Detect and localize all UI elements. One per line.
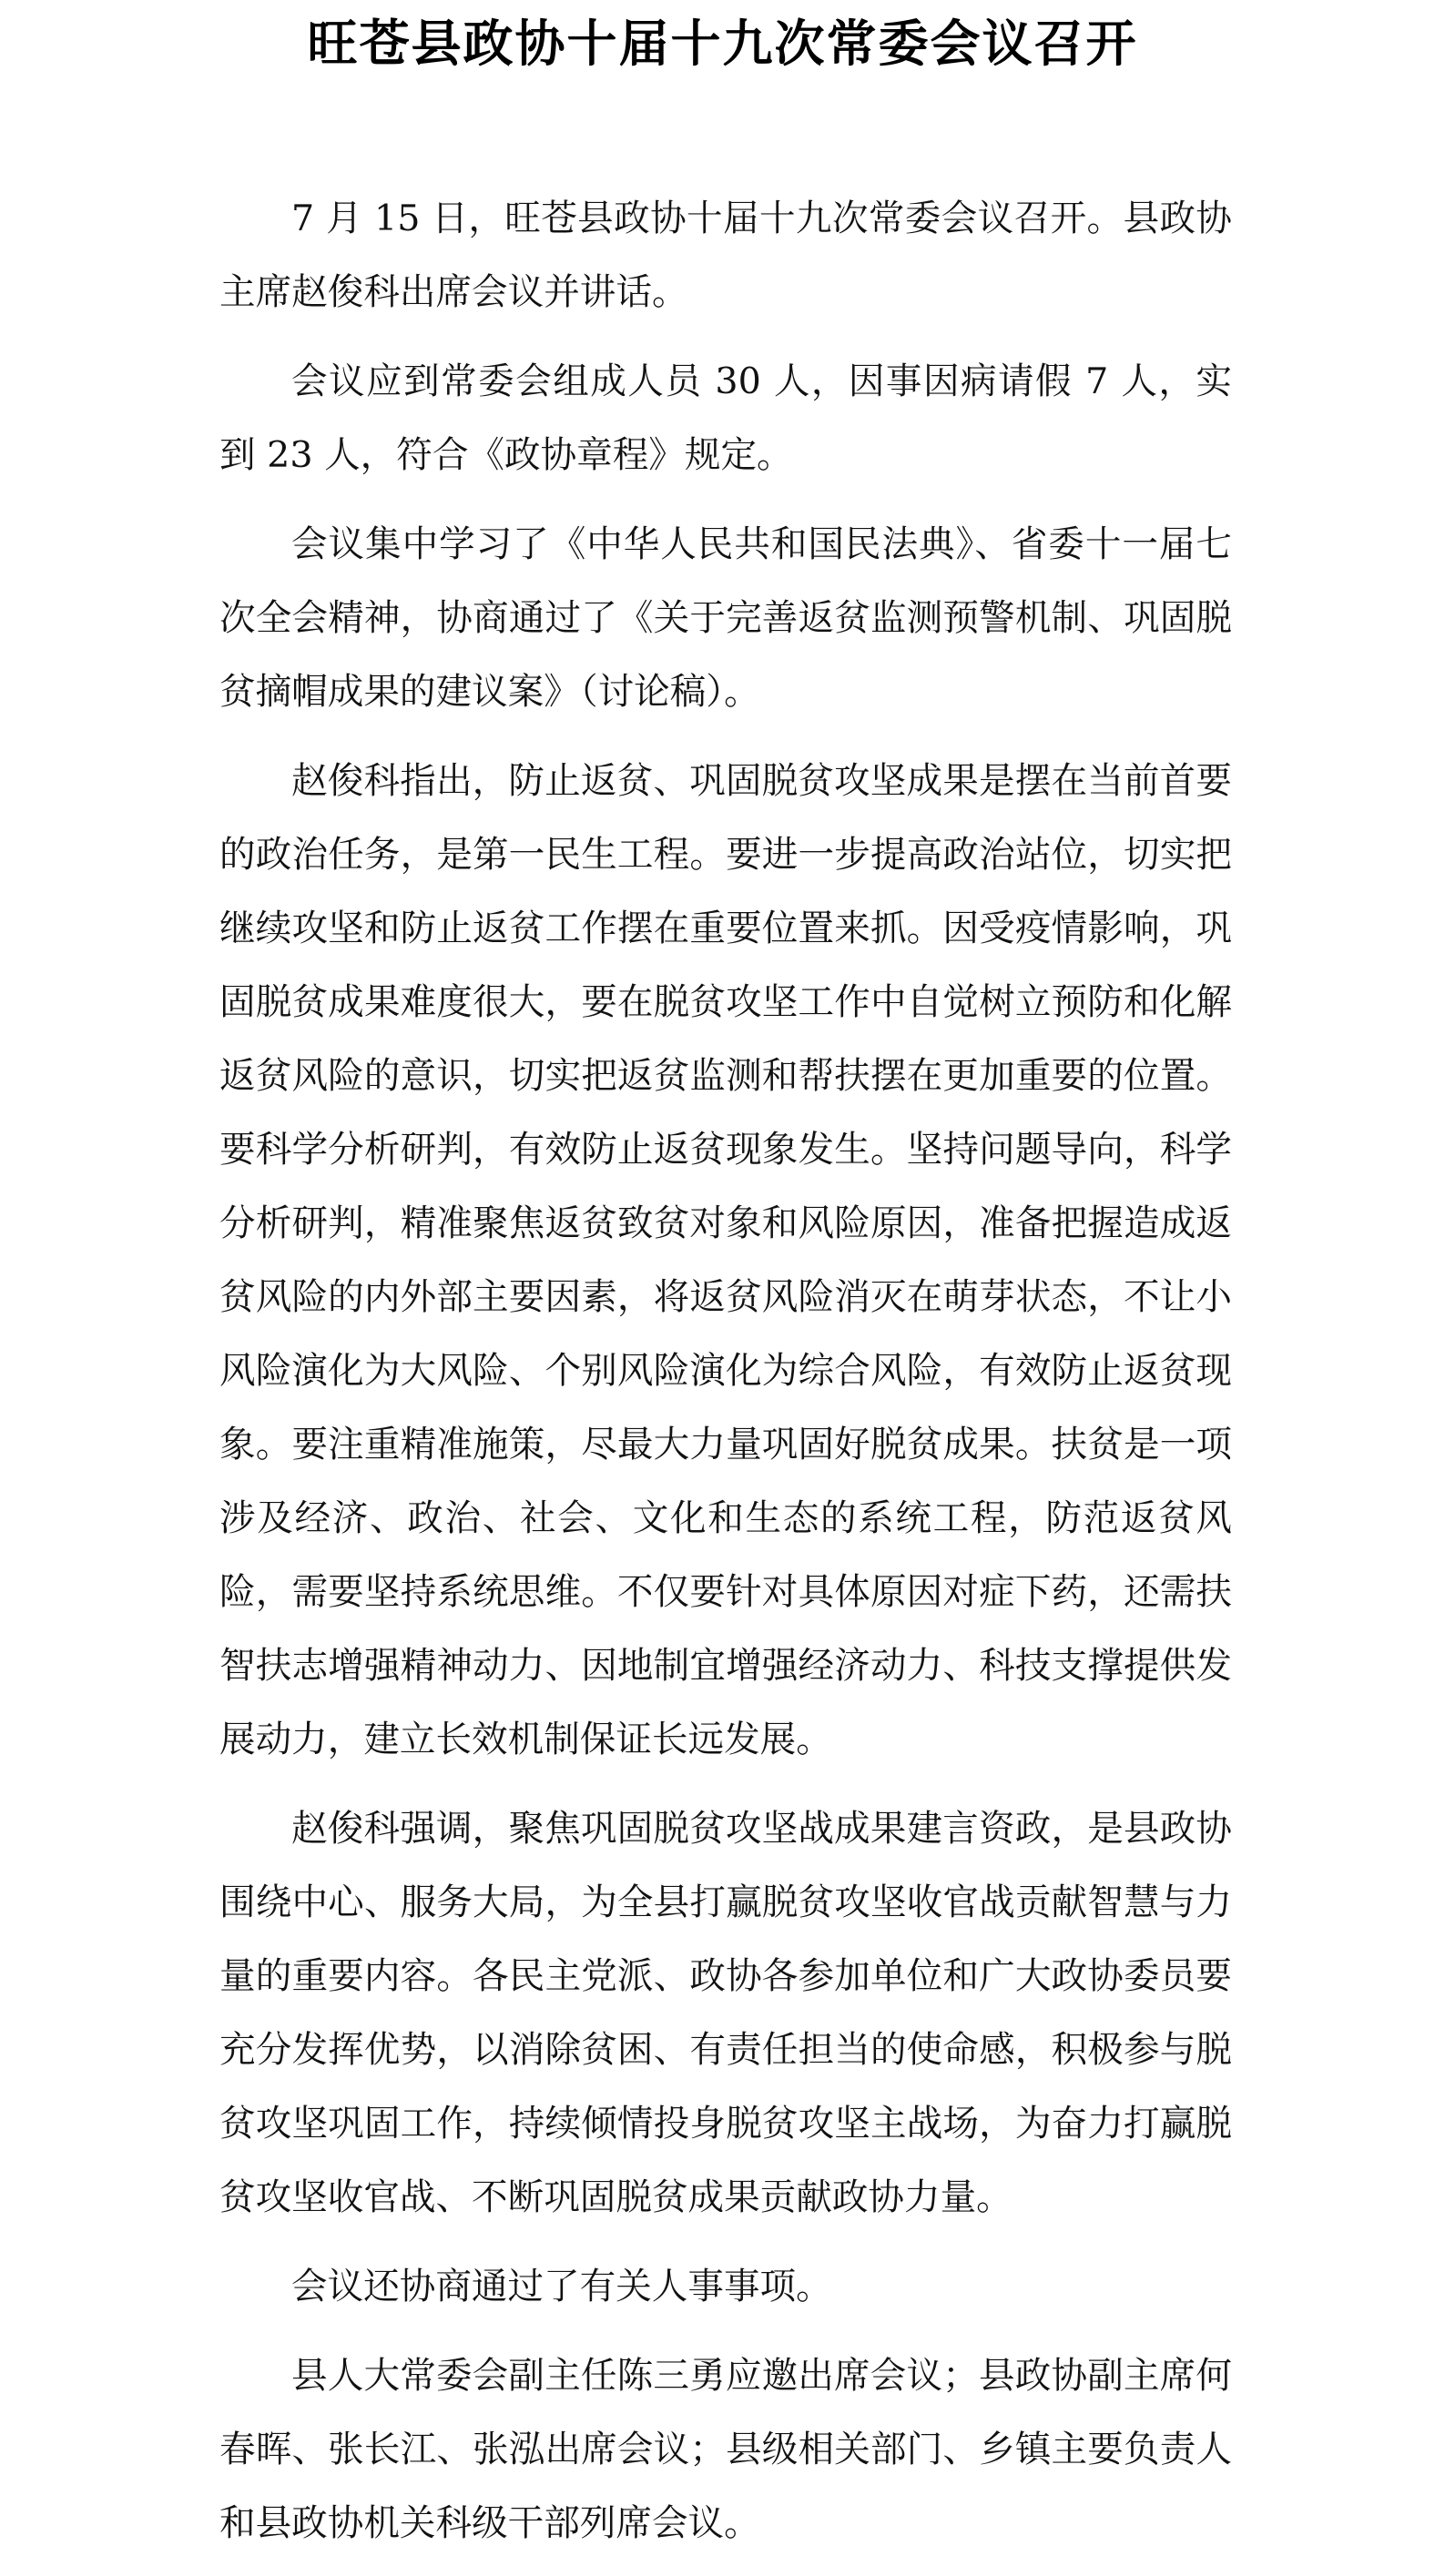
paragraph-attendance: 会议应到常委会组成人员 30 人，因事因病请假 7 人，实到 23 人，符合《政协章程》规定。	[219, 360, 1232, 476]
document-title: 旺苍县政协十届十九次常委会议召开	[307, 14, 1138, 73]
paragraph-meeting-opening: 7 月 15 日，旺苍县政协十届十九次常委会议召开。县政协主席赵俊科出席会议并讲话。	[219, 198, 1232, 313]
paragraph-attendees: 县人大常委会副主任陈三勇应邀出席会议；县政协副主席何春晖、张长江、张泓出席会议；县级相关部门、乡镇主要负责人和县政协机关科级干部列席会议。	[219, 2355, 1232, 2544]
document-body	[219, 182, 1232, 2576]
paragraph-chairman-remarks: 赵俊科指出，防止返贫、巩固脱贫攻坚成果是摆在当前首要的政治任务，是第一民生工程。要进一步提高政治站位，切实把继续攻坚和防止返贫工作摆在重要位置来抓。因受疫情影响，巩固脱贫成果难度很大，要在脱贫攻坚工作中自觉树立预防和化解返贫风险的意识，切实把返贫监测和帮扶摆在更加重要的位置。要科学分析研判，有效防止返贫现象发生。坚持问题导向，科学分析研判，精准聚焦返贫致贫对象和风险原因，准备把握造成返贫风险的内外部主要因素，将返贫风险消灭在萌芽状态，不让小风险演化为大风险、个别风险演化为综合风险，有效防止返贫现象。要注重精准施策，尽最大力量巩固好脱贫成果。扶贫是一项涉及经济、政治、社会、文化和生态的系统工程，防范返贫风险，需要坚持系统思维。不仅要针对具体原因对症下药，还需扶智扶志增强精神动力、因地制宜增强经济动力、科技支撑提供发展动力，建立长效机制保证长远发展。	[219, 760, 1232, 1760]
paragraph-study-content: 会议集中学习了《中华人民共和国民法典》、省委十一届七次全会精神，协商通过了《关于完善返贫监测预警机制、巩固脱贫摘帽成果的建议案》（讨论稿）。	[219, 523, 1232, 713]
paragraph-chairman-emphasis: 赵俊科强调，聚焦巩固脱贫攻坚战成果建言资政，是县政协围绕中心、服务大局，为全县打赢脱贫攻坚收官战贡献智慧与力量的重要内容。各民主党派、政协各参加单位和广大政协委员要充分发挥优势，以消除贫困、有责任担当的使命感，积极参与脱贫攻坚巩固工作，持续倾情投身脱贫攻坚主战场，为奋力打赢脱贫攻坚收官战、不断巩固脱贫成果贡献政协力量。	[219, 1808, 1232, 2218]
paragraph-personnel-matters: 会议还协商通过了有关人事事项。	[291, 2266, 832, 2307]
